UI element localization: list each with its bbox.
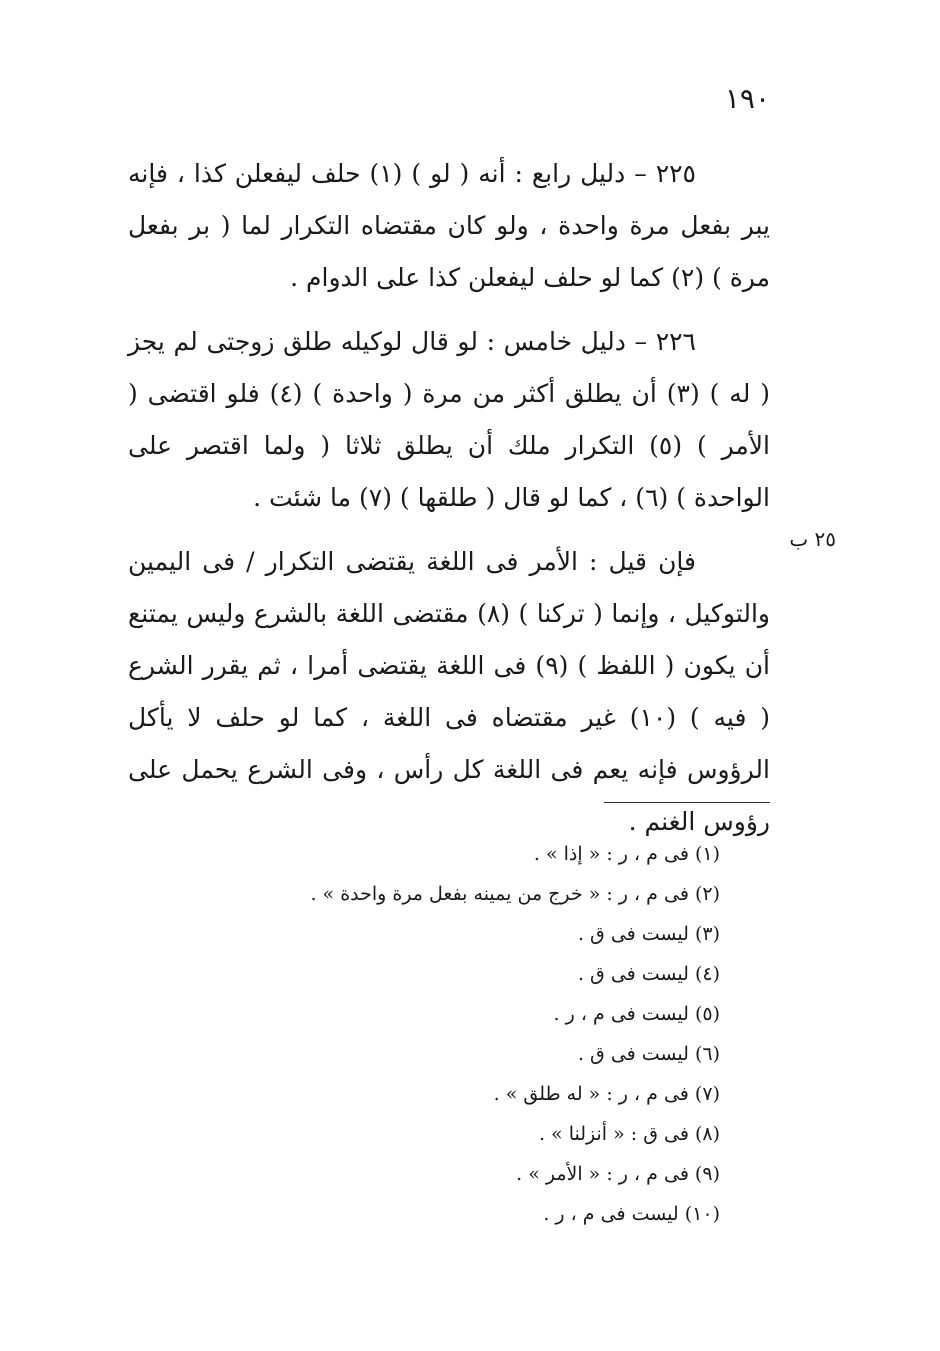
paragraph-226: ٢٢٦ – دليل خامس : لو قال لوكيله طلق زوجتى لم يجز ( له ) (٣) أن يطلق أكثر من مرة ( واحدة ) (٤) فلو اقتضى ( الأمر ) (٥) التكرار ملك أن يطلق ثلاثا ( ولما اقتصر على الواحدة ) (٦) ، كما لو قال ( طلقها ) (٧) ما شئت . [128,327,770,512]
paragraph-225: ٢٢٥ – دليل رابع : أنه ( لو ) (١) حلف ليفعلن كذا ، فإنه يبر بفعل مرة واحدة ، ولو كان مقتضاه التكرار لما ( بر بفعل مرة ) (٢) كما لو حلف ليفعلن كذا على الدوام . [128,159,770,292]
page-number: ١٩٠ [724,82,770,115]
footnote-6: (٦) ليست فى ق . [577,1043,720,1065]
footnote-1: (١) فى م ، ر : « إذا » . [533,843,720,865]
footnote-divider [604,802,770,803]
footnotes [200,834,720,1234]
footnote-5: (٥) ليست فى م ، ر . [553,1003,720,1025]
footnote-4: (٤) ليست فى ق . [577,963,720,985]
manuscript-folio-marker: ٢٥ ب [789,527,836,551]
footnote-3: (٣) ليست فى ق . [577,923,720,945]
paragraph-objection: فإن قيل : الأمر فى اللغة يقتضى التكرار / فى اليمين والتوكيل ، وإنما ( تركنا ) (٨) مقتضى اللغة بالشرع وليس يمتنع أن يكون ( اللفظ ) (٩) فى اللغة يقتضى أمرا ، ثم يقرر الشرع ( فيه ) (١٠) غير مقتضاه فى اللغة ، كما لو حلف لا يأكل الرؤوس فإنه يعم فى اللغة كل رأس ، وفى الشرع يحمل على رؤوس الغنم . [128,547,770,836]
footnote-10: (١٠) ليست فى م ، ر . [543,1203,720,1225]
footnote-7: (٧) فى م ، ر : « له طلق » . [493,1083,720,1105]
footnote-8: (٨) فى ق : « أنزلنا » . [538,1123,720,1145]
main-text [128,148,770,860]
footnote-2: (٢) فى م ، ر : « خرج من يمينه بفعل مرة واحدة » . [310,883,720,905]
footnote-9: (٩) فى م ، ر : « الأمر » . [516,1163,720,1185]
